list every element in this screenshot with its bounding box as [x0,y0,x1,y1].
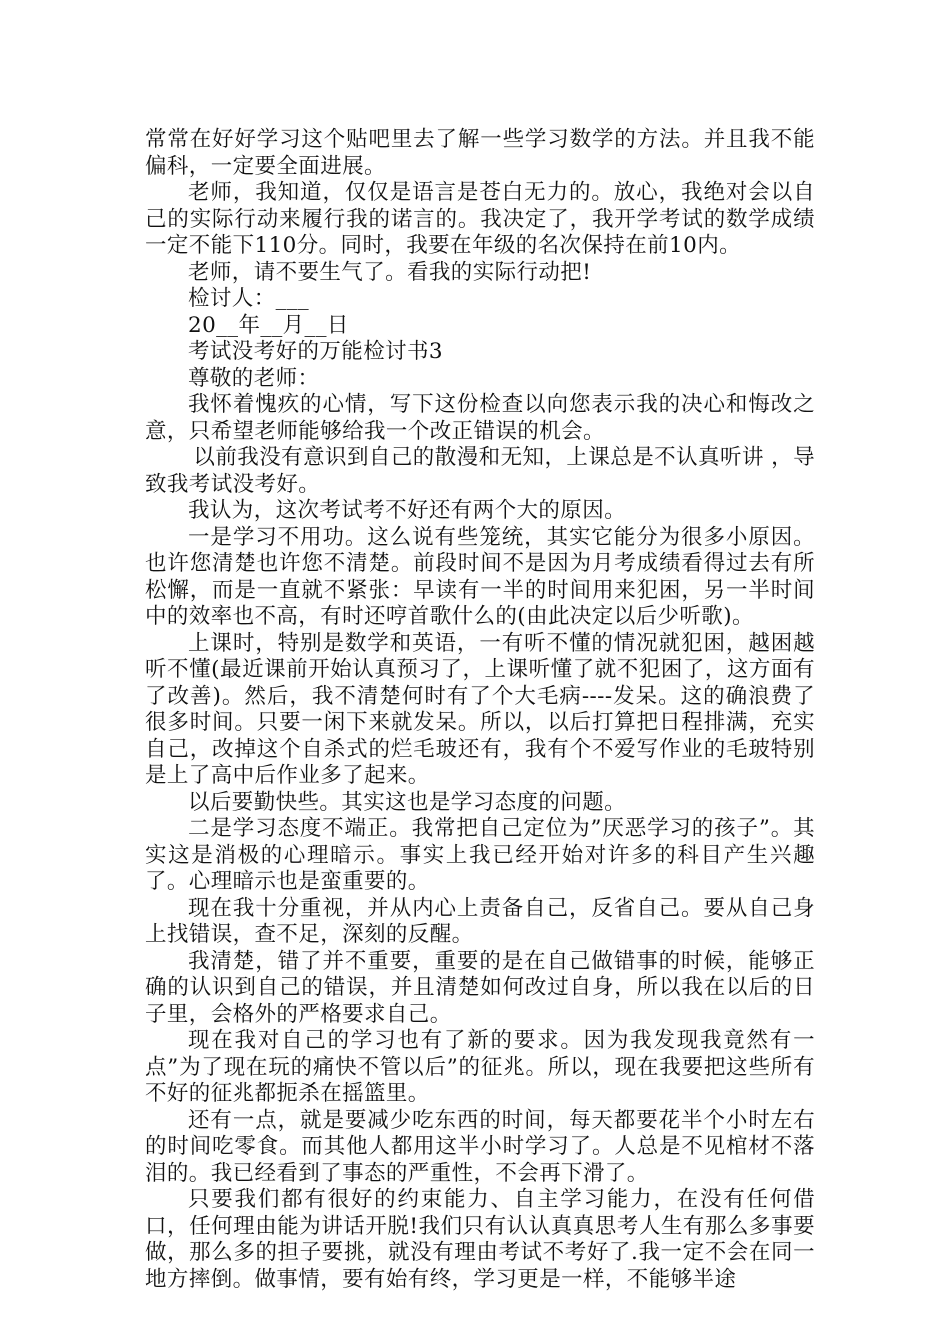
paragraph: 以前我没有意识到自己的散漫和无知，上课总是不认真听讲 ，导致我考试没考好。 [145,445,815,497]
document-body [145,127,815,1293]
paragraph: 上课时，特别是数学和英语，一有听不懂的情况就犯困，越困越听不懂(最近课前开始认真预习了，上课听懂了就不犯困了，这方面有了改善)。然后，我不清楚何时有了个大毛病----发呆。这的确浪费了很多时间。只要一闲下来就发呆。所以，以后打算把日程排满，充实自己，改掉这个自杀式的烂毛玻还有，我有个不爱写作业的毛玻特别是上了高中后作业多了起来。 [145,630,815,788]
paragraph: 老师，请不要生气了。看我的实际行动把! [188,259,592,285]
paragraph: 一是学习不用功。这么说有些笼统，其实它能分为很多小原因。也许您清楚也许您不清楚。前段时间不是因为月考成绩看得过去有所松懈，而是一直就不紧张：早读有一半的时间用来犯困，另一半时间中的效率也不高，有时还哼首歌什么的(由此决定以后少听歌)。 [145,524,815,629]
paragraph: 检讨人：___ [188,286,310,311]
paragraph: 以后要勤快些。其实这也是学习态度的问题。 [188,789,627,815]
paragraph: 只要我们都有很好的约束能力、自主学习能力，在没有任何借口，任何理由能为讲话开脱!我们只有认认真真思考人生有那么多事要做，那么多的担子要挑，就没有理由考试不考好了.我一定不会在同一地方摔倒。做事情，要有始有终，学习更是一样，不能够半途 [145,1187,815,1292]
paragraph: 常常在好好学习这个贴吧里去了解一些学习数学的方法。并且我不能偏科，一定要全面进展。 [145,127,815,179]
paragraph: 老师，我知道，仅仅是语言是苍白无力的。放心，我绝对会以自己的实际行动来履行我的诺言的。我决定了，我开学考试的数学成绩一定不能下110分。同时，我要在年级的名次保持在前10内。 [145,180,815,258]
paragraph: 尊敬的老师： [188,365,320,391]
paragraph: 现在我对自己的学习也有了新的要求。因为我发现我竟然有一点”为了现在玩的痛快不管以后”的征兆。所以，现在我要把这些所有不好的征兆都扼杀在摇篮里。 [145,1028,815,1106]
paragraph: 二是学习态度不端正。我常把自己定位为”厌恶学习的孩子”。其实这是消极的心理暗示。事实上我已经开始对许多的科目产生兴趣了。心理暗示也是蛮重要的。 [145,816,815,894]
paragraph: 我清楚，错了并不重要，重要的是在自己做错事的时候，能够正确的认识到自己的错误，并且清楚如何改过自身，所以我在以后的日子里，会格外的严格要求自己。 [145,948,815,1027]
paragraph: 现在我十分重视，并从内心上责备自己，反省自己。要从自己身上找错误，查不足，深刻的反醒。 [145,895,815,947]
paragraph: 我认为，这次考试考不好还有两个大的原因。 [188,498,627,523]
paragraph: 还有一点，就是要减少吃东西的时间，每天都要花半个小时左右的时间吃零食。而其他人都用这半小时学习了。人总是不见棺材不落泪的。我已经看到了事态的严重性，不会再下滑了。 [145,1107,815,1186]
paragraph: 考试没考好的万能检讨书3 [188,339,443,364]
paragraph: 20__年__月__日 [188,312,349,338]
paragraph: 我怀着愧疚的心情，写下这份检查以向您表示我的决心和悔改之意，只希望老师能够给我一个改正错误的机会。 [145,392,815,444]
